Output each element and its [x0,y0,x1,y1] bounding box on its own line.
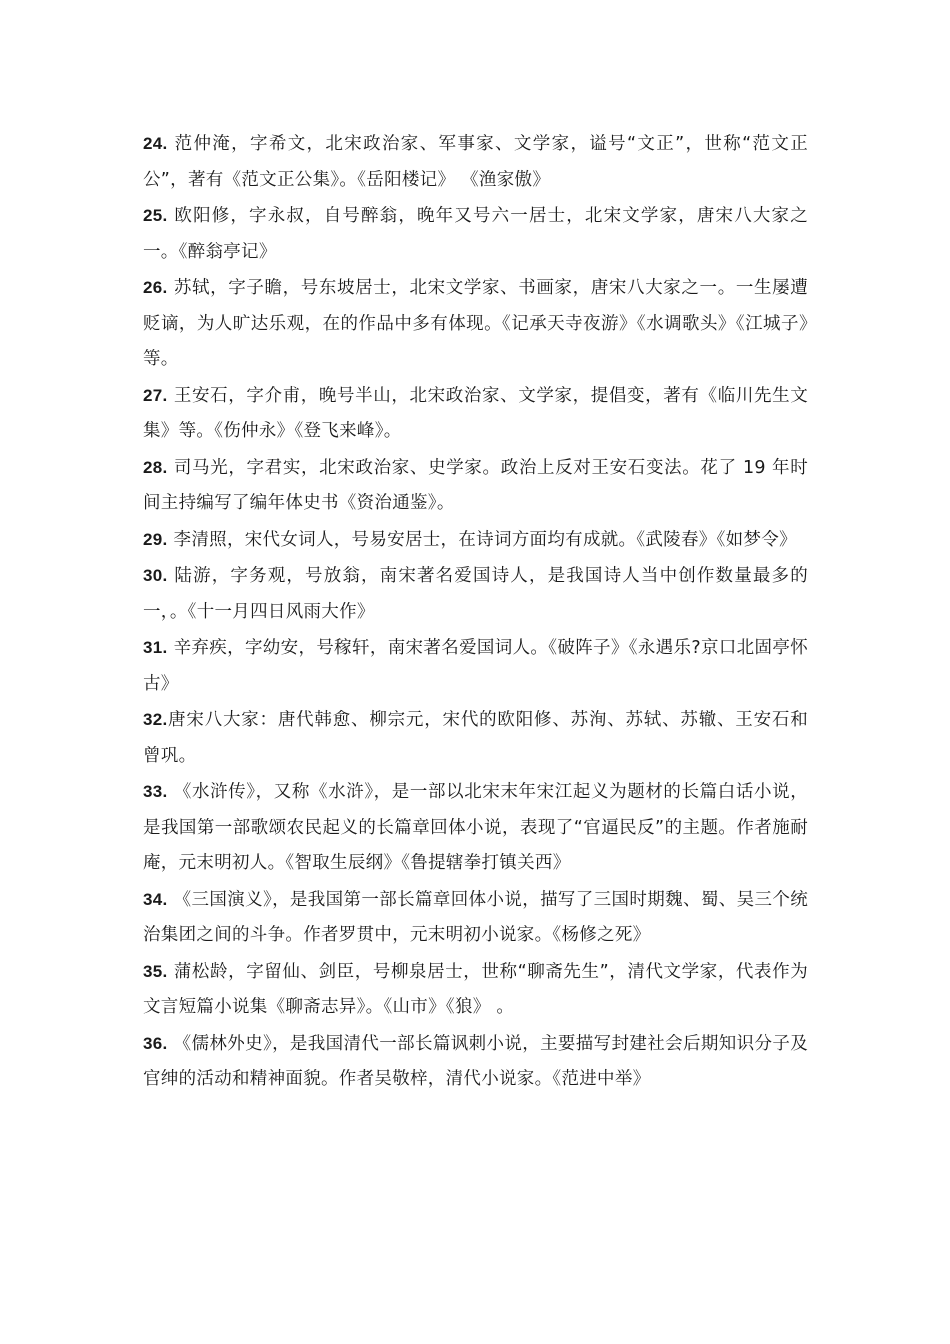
entry-number: 35. [143,961,168,981]
entry-number: 27. [143,385,168,405]
entry-34 [143,882,808,954]
entry-text: 范仲淹，字希文，北宋政治家、军事家、文学家，谥号“文正”，世称“范文正公”，著有《范文正公集》。《岳阳楼记》 《渔家傲》 [143,134,808,190]
entry-text: 欧阳修，字永叔，自号醉翁，晚年又号六一居士，北宋文学家，唐宋八大家之一。《醉翁亭记》 [143,206,808,262]
entry-33 [143,774,808,882]
entry-29 [143,522,808,559]
entry-35 [143,954,808,1026]
entry-number: 31. [143,638,168,657]
entry-number: 29. [143,529,168,549]
entry-number: 33. [143,782,168,801]
entry-28 [143,450,808,522]
entry-number: 26. [143,278,168,297]
entry-number: 36. [143,1033,168,1053]
entry-text: 《水浒传》，又称《水浒》，是一部以北宋末年宋江起义为题材的长篇白话小说，是我国第一部歌颂农民起义的长篇章回体小说，表现了“官逼民反”的主题。作者施耐庵，元末明初人。《智取生辰纲》《鲁提辖拳打镇关西》 [143,782,808,873]
entry-36 [143,1026,808,1098]
entry-25 [143,198,808,270]
entry-text: 唐宋八大家：唐代韩愈、柳宗元，宋代的欧阳修、苏洵、苏轼、苏辙、王安石和曾巩。 [143,710,808,766]
entry-text: 蒲松龄，字留仙、剑臣，号柳泉居士，世称“聊斋先生”，清代文学家，代表作为文言短篇小说集《聊斋志异》。《山市》《狼》 。 [143,961,808,1017]
entry-text: 李清照，宋代女词人，号易安居士，在诗词方面均有成就。《武陵春》《如梦令》 [173,529,797,550]
entry-text: 司马光，字君实，北宋政治家、史学家。政治上反对王安石变法。花了 19 年时间主持编写了编年体史书《资治通鉴》。 [143,457,808,513]
entry-32 [143,702,808,774]
entry-text: 苏轼，字子瞻，号东坡居士，北宋文学家、书画家，唐宋八大家之一。一生屡遭贬谪，为人旷达乐观，在的作品中多有体现。《记承天寺夜游》《水调歌头》《江城子》等。 [143,278,808,369]
entry-number: 28. [143,457,168,477]
entry-text: 《三国演义》，是我国第一部长篇章回体小说，描写了三国时期魏、蜀、吴三个统治集团之间的斗争。作者罗贯中，元末明初小说家。《杨修之死》 [143,889,808,945]
entry-number: 34. [143,889,168,909]
document-page [143,126,808,1098]
entry-31 [143,630,808,702]
entry-number: 25. [143,206,168,225]
entry-number: 30. [143,566,168,585]
entry-30 [143,558,808,630]
entry-27 [143,378,808,450]
entry-number: 32. [143,710,168,729]
entry-26 [143,270,808,378]
entry-text: 陆游，字务观，号放翁，南宋著名爱国诗人，是我国诗人当中创作数量最多的一，。《十一月四日风雨大作》 [143,566,808,622]
entry-text: 辛弃疾，字幼安，号稼轩，南宋著名爱国词人。《破阵子》《永遇乐?京口北固亭怀古》 [143,638,808,694]
entry-number: 24. [143,134,168,153]
entry-text: 王安石，字介甫，晚号半山，北宋政治家、文学家，提倡变，著有《临川先生文集》等。《伤仲永》《登飞来峰》。 [143,385,808,441]
entry-24 [143,126,808,198]
entry-text: 《儒林外史》，是我国清代一部长篇讽刺小说，主要描写封建社会后期知识分子及官绅的活动和精神面貌。作者吴敬梓，清代小说家。《范进中举》 [143,1033,808,1089]
